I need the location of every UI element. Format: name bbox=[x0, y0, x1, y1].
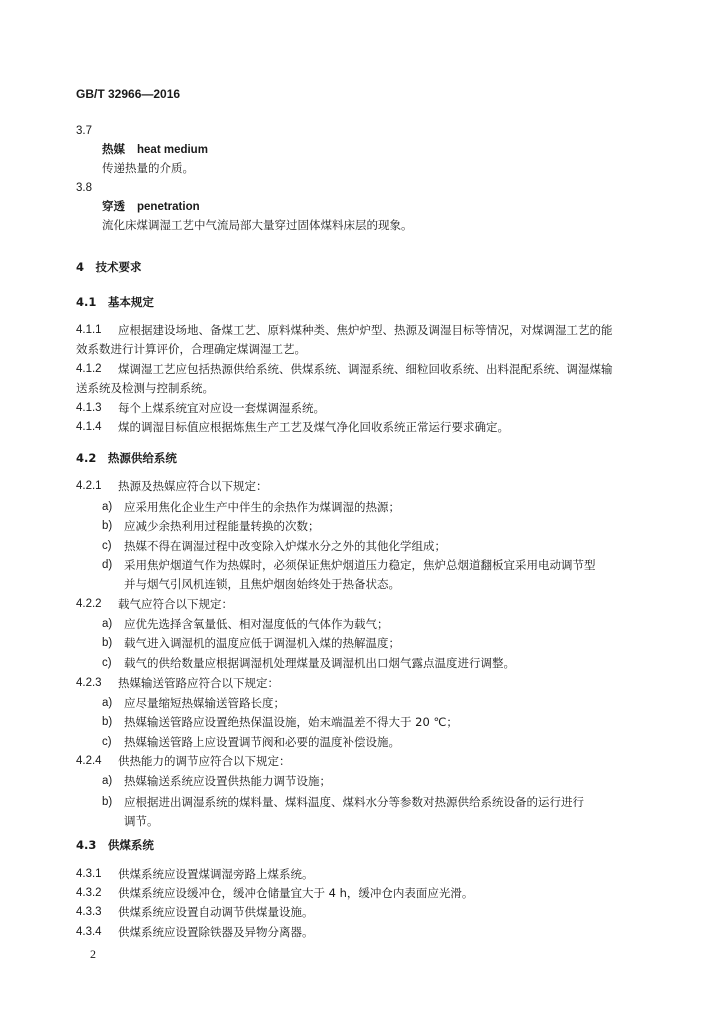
page-number: 2 bbox=[90, 947, 96, 961]
list-label: a) bbox=[102, 697, 113, 709]
term-definition: 流化床煤调湿工艺中气流局部大量穿过固体煤料床层的现象。 bbox=[102, 218, 413, 232]
clause-number: 4.2.3 bbox=[76, 677, 102, 689]
clause-text: 供煤系统应设置除铁器及异物分离器。 bbox=[118, 925, 314, 939]
list-item: 调节。 bbox=[124, 814, 159, 828]
clause-number: 4.2.4 bbox=[76, 755, 102, 767]
clause-number: 4.1.3 bbox=[76, 402, 102, 414]
term-heading bbox=[102, 199, 200, 214]
list-item: 热媒输送管路应设置绝热保温设施，始末端温差不得大于 20 ℃； bbox=[124, 715, 458, 729]
clause-text: 煤的调湿目标值应根据炼焦生产工艺及煤气净化回收系统正常运行要求确定。 bbox=[118, 420, 509, 434]
term-cn: 穿透 bbox=[102, 199, 125, 213]
clause-intro: 供热能力的调节应符合以下规定： bbox=[118, 754, 291, 768]
clause-number: 4.1.2 bbox=[76, 363, 102, 375]
clause-number: 4.1.4 bbox=[76, 421, 102, 433]
clause-text: 供煤系统应设置煤调湿旁路上煤系统。 bbox=[118, 867, 314, 881]
list-label: d) bbox=[102, 559, 113, 571]
term-en: heat medium bbox=[137, 144, 208, 156]
term-definition: 传递热量的介质。 bbox=[102, 161, 194, 175]
clause-text: 效系数进行计算评价，合理确定煤调湿工艺。 bbox=[76, 342, 306, 356]
clause-number: 4.2.2 bbox=[76, 598, 102, 610]
list-item: 采用焦炉烟道气作为热媒时，必须保证焦炉烟道压力稳定，焦炉总烟道翻板宜采用电动调节型 bbox=[124, 558, 596, 572]
subsection-title: 4.2 热源供给系统 bbox=[76, 451, 177, 465]
clause-number: 4.2.1 bbox=[76, 480, 102, 492]
clause-text: 供煤系统应设置自动调节供煤量设施。 bbox=[118, 905, 314, 919]
subsection-title: 4.3 供煤系统 bbox=[76, 838, 154, 852]
section-title: 4 技术要求 bbox=[76, 260, 142, 274]
term-number: 3.8 bbox=[76, 182, 92, 194]
list-label: a) bbox=[102, 618, 113, 630]
list-label: b) bbox=[102, 520, 113, 532]
list-item: 热媒不得在调湿过程中改变除入炉煤水分之外的其他化学组成； bbox=[124, 539, 446, 553]
list-item: 热媒输送系统应设置供热能力调节设施； bbox=[124, 774, 331, 788]
clause-number: 4.1.1 bbox=[76, 324, 102, 336]
clause-text: 供煤系统应设缓冲仓，缓冲仓储量宜大于 4 h，缓冲仓内表面应光滑。 bbox=[118, 886, 474, 900]
list-item: 载气的供给数量应根据调湿机处理煤量及调湿机出口烟气露点温度进行调整。 bbox=[124, 656, 515, 670]
clause-text: 应根据建设场地、备煤工艺、原料煤种类、焦炉炉型、热源及调湿目标等情况，对煤调湿工艺的能 bbox=[118, 323, 613, 337]
clause-number: 4.3.4 bbox=[76, 926, 102, 938]
list-label: a) bbox=[102, 775, 113, 787]
list-label: c) bbox=[102, 657, 112, 669]
list-label: b) bbox=[102, 637, 113, 649]
list-item: 应减少余热利用过程能量转换的次数； bbox=[124, 519, 320, 533]
term-cn: 热媒 bbox=[102, 142, 125, 156]
clause-number: 4.3.1 bbox=[76, 868, 102, 880]
standard-number: GB/T 32966—2016 bbox=[76, 87, 181, 101]
list-label: c) bbox=[102, 540, 112, 552]
list-item: 并与烟气引风机连锁，且焦炉烟囱始终处于热备状态。 bbox=[124, 577, 400, 591]
subsection-title: 4.1 基本规定 bbox=[76, 295, 154, 309]
list-item: 应根据进出调湿系统的煤料量、煤料温度、煤料水分等参数对热源供给系统设备的运行进行 bbox=[124, 795, 584, 809]
list-item: 应尽量缩短热媒输送管路长度； bbox=[124, 696, 285, 710]
clause-text: 每个上煤系统宜对应设一套煤调湿系统。 bbox=[118, 401, 325, 415]
clause-intro: 热媒输送管路应符合以下规定： bbox=[118, 676, 279, 690]
list-item: 热媒输送管路上应设置调节阀和必要的温度补偿设施。 bbox=[124, 735, 400, 749]
term-number: 3.7 bbox=[76, 125, 92, 137]
clause-intro: 热源及热媒应符合以下规定： bbox=[118, 479, 268, 493]
clause-intro: 载气应符合以下规定： bbox=[118, 597, 233, 611]
list-item: 载气进入调湿机的温度应低于调湿机入煤的热解温度； bbox=[124, 636, 400, 650]
list-item: 应采用焦化企业生产中伴生的余热作为煤调湿的热源； bbox=[124, 500, 400, 514]
clause-number: 4.3.2 bbox=[76, 887, 102, 899]
clause-number: 4.3.3 bbox=[76, 906, 102, 918]
list-label: b) bbox=[102, 796, 113, 808]
list-label: b) bbox=[102, 716, 113, 728]
term-heading bbox=[102, 142, 208, 157]
clause-text: 煤调湿工艺应包括热源供给系统、供煤系统、调湿系统、细粒回收系统、出料混配系统、调湿煤输 bbox=[118, 362, 613, 376]
list-item: 应优先选择含氧量低、相对湿度低的气体作为载气； bbox=[124, 617, 389, 631]
term-en: penetration bbox=[137, 201, 200, 213]
clause-text: 送系统及检测与控制系统。 bbox=[76, 381, 214, 395]
list-label: a) bbox=[102, 501, 113, 513]
list-label: c) bbox=[102, 736, 112, 748]
